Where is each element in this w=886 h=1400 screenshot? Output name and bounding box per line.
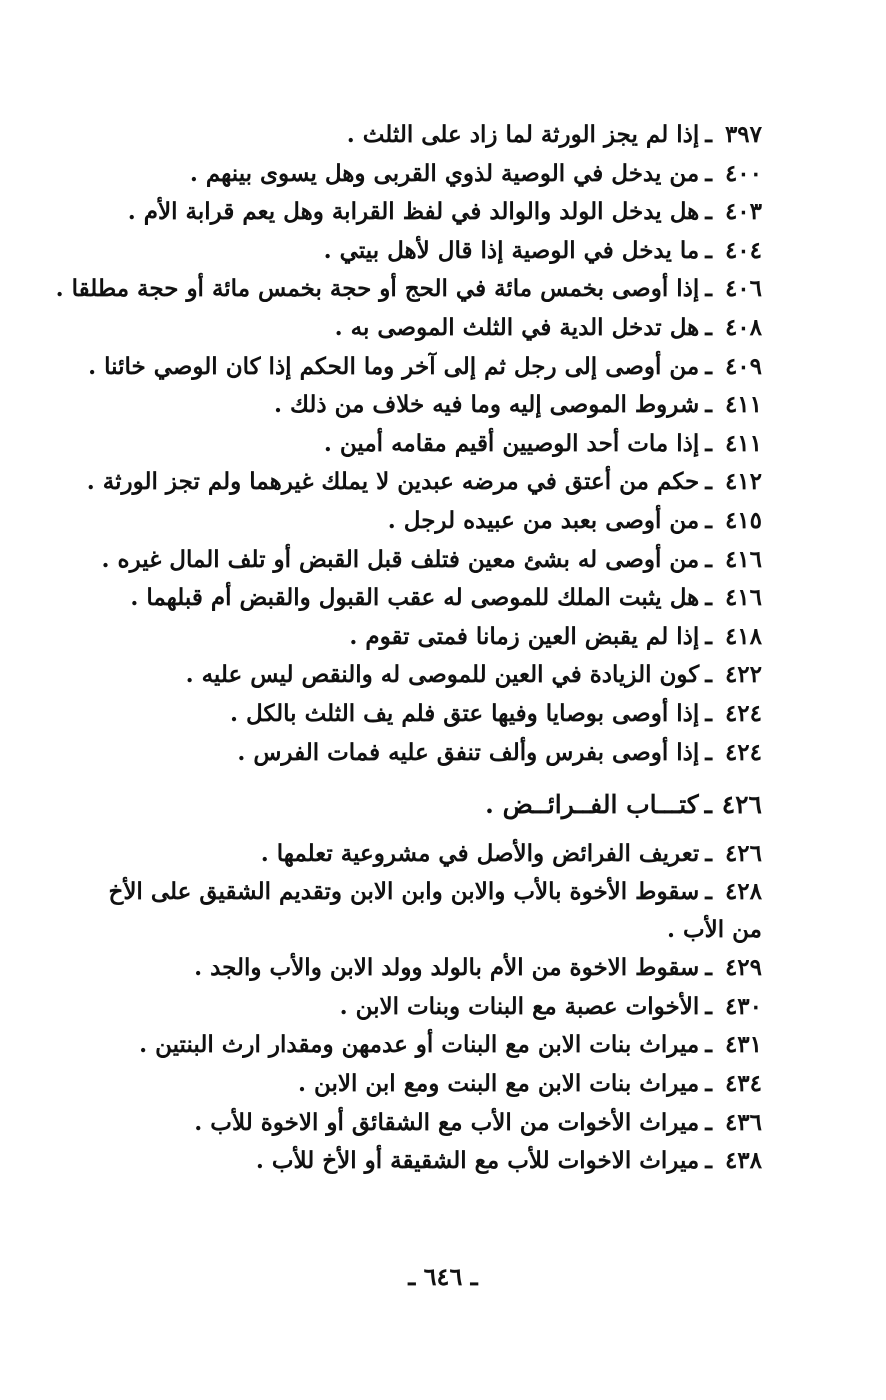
entry-title: شروط الموصى إليه وما فيه خلاف من ذلك . <box>273 391 700 419</box>
toc-entry <box>72 949 762 988</box>
entry-title: من أوصى بعبد من عبيده لرجل . <box>387 506 700 534</box>
toc-entry <box>72 579 762 618</box>
entry-title: حكم من أعتق في مرضه عبدين لا يملك غيرهما ولم تجز الورثة . <box>86 468 700 496</box>
toc-entry <box>72 232 762 271</box>
entry-title: هل يدخل الولد والوالد في لفظ القرابة وهل يعم قرابة الأم . <box>127 198 700 226</box>
toc-entry <box>72 463 762 502</box>
entry-dash: ـ <box>705 954 712 982</box>
entry-page-number: ٤٣٤ <box>724 1070 762 1098</box>
entry-title: سقوط الأخوة بالأب والابن وابن الابن وتقديم الشقيق على الأخ من الأب . <box>108 878 762 944</box>
entry-dash: ـ <box>705 352 712 380</box>
entry-page-number: ٤٠٠ <box>724 159 762 187</box>
toc-entry <box>72 988 762 1027</box>
entry-dash: ـ <box>705 878 712 906</box>
entry-title: سقوط الاخوة من الأم بالولد وولد الابن والأب والجد . <box>194 954 700 982</box>
entry-dash: ـ <box>705 236 712 264</box>
toc-entry <box>72 1026 762 1065</box>
entry-title: إذا مات أحد الوصيين أقيم مقامه أمين . <box>323 429 700 457</box>
entry-title: ميراث بنات الابن مع البنات أو عدمهن ومقدار ارث البنتين . <box>139 1031 700 1059</box>
entry-page-number: ٤٣٠ <box>724 992 762 1020</box>
entry-page-number: ٤١١ <box>724 429 762 457</box>
entry-page-number: ٤١٥ <box>724 506 762 534</box>
entry-dash: ـ <box>705 313 712 341</box>
entry-dash: ـ <box>705 1108 712 1136</box>
entry-page-number: ٣٩٧ <box>724 121 762 148</box>
toc-entry <box>72 873 762 949</box>
heading-dash: ـ <box>704 790 712 820</box>
page-number-footer: ـ ٦٤٦ ـ <box>408 1262 478 1291</box>
entry-dash: ـ <box>705 738 712 766</box>
entry-page-number: ٤١٦ <box>724 584 762 612</box>
entry-dash: ـ <box>705 198 712 226</box>
toc-entry <box>72 155 762 194</box>
entry-page-number: ٤٢٤ <box>724 738 762 766</box>
entry-title: من أوصى إلى رجل ثم إلى آخر وما الحكم إذا كان الوصي خائنا . <box>88 352 700 380</box>
entry-page-number: ٤٠٣ <box>724 198 762 226</box>
entry-title: من أوصى له بشئ معين فتلف قبل القبض أو تلف المال غيره . <box>101 545 700 573</box>
toc-entry <box>72 348 762 387</box>
toc-entry <box>72 386 762 425</box>
entry-page-number: ٤٢٦ <box>724 839 762 867</box>
entry-dash: ـ <box>705 584 712 612</box>
toc-entry <box>72 309 762 348</box>
entry-dash: ـ <box>705 661 712 689</box>
toc-entry <box>72 618 762 657</box>
book-heading <box>72 786 762 825</box>
toc-entry <box>72 695 762 734</box>
entry-dash: ـ <box>705 121 712 148</box>
entry-title: إذا أوصى بفرس وألف تنفق عليه فمات الفرس . <box>237 738 700 766</box>
entry-page-number: ٤٠٦ <box>724 275 762 303</box>
entry-title: إذا لم يقبض العين زمانا فمتى تقوم . <box>349 622 700 650</box>
toc-entry <box>72 1142 762 1181</box>
entry-dash: ـ <box>705 699 712 727</box>
entry-dash: ـ <box>705 545 712 573</box>
entry-title: الأخوات عصبة مع البنات وبنات الابن . <box>339 992 700 1020</box>
entry-page-number: ٤٠٨ <box>724 313 762 341</box>
entry-dash: ـ <box>705 1070 712 1098</box>
entry-dash: ـ <box>705 992 712 1020</box>
entry-page-number: ٤٢٤ <box>724 699 762 727</box>
toc-entry <box>72 541 762 580</box>
entry-title: إذا أوصى بوصايا وفيها عتق فلم يف الثلث بالكل . <box>230 699 700 727</box>
entry-page-number: ٤٢٢ <box>724 661 762 689</box>
entry-title: ميراث بنات الابن مع البنت ومع ابن الابن . <box>297 1070 700 1098</box>
entry-page-number: ٤١٦ <box>724 545 762 573</box>
toc-entry <box>72 656 762 695</box>
toc-entry <box>72 502 762 541</box>
entry-title: ميراث الأخوات من الأب مع الشقائق أو الاخوة للأب . <box>194 1108 700 1136</box>
table-of-contents <box>55 116 762 1181</box>
entry-dash: ـ <box>705 429 712 457</box>
entry-page-number: ٤١١ <box>724 391 762 419</box>
entry-dash: ـ <box>705 159 712 187</box>
entry-title: من يدخل في الوصية لذوي القربى وهل يسوى بينهم . <box>189 159 700 187</box>
entry-dash: ـ <box>705 1147 712 1175</box>
entry-title: تعريف الفرائض والأصل في مشروعية تعلمها . <box>260 839 700 867</box>
entry-page-number: ٤٣١ <box>724 1031 762 1059</box>
entry-dash: ـ <box>705 391 712 419</box>
toc-entry <box>72 835 762 874</box>
toc-entry <box>72 425 762 464</box>
entry-title: ميراث الاخوات للأب مع الشقيقة أو الأخ للأب . <box>255 1147 700 1175</box>
heading-title: كتـــاب الفــرائــض . <box>485 790 699 820</box>
toc-entry <box>72 193 762 232</box>
entry-title: هل تدخل الدية في الثلث الموصى به . <box>334 313 700 341</box>
entry-title: ما يدخل في الوصية إذا قال لأهل بيتي . <box>323 236 700 264</box>
entry-page-number: ٤١٨ <box>724 622 762 650</box>
entry-dash: ـ <box>705 1031 712 1059</box>
entry-dash: ـ <box>705 275 712 303</box>
entry-page-number: ٤١٢ <box>724 468 762 496</box>
entry-page-number: ٤٣٨ <box>724 1147 762 1175</box>
toc-entry <box>72 1065 762 1104</box>
entry-page-number: ٤٠٤ <box>724 236 762 264</box>
entry-page-number: ٤٢٩ <box>724 954 762 982</box>
entry-page-number: ٤٣٦ <box>724 1108 762 1136</box>
entry-title: كون الزيادة في العين للموصى له والنقص ليس عليه . <box>185 661 700 689</box>
entry-page-number: ٤٢٨ <box>724 878 762 906</box>
entry-title: هل يثبت الملك للموصى له عقب القبول والقبض أم قبلهما . <box>130 584 700 612</box>
toc-entry <box>55 270 762 309</box>
toc-entry <box>72 116 762 155</box>
entry-dash: ـ <box>705 622 712 650</box>
entry-title: إذا أوصى بخمس مائة في الحج أو حجة بخمس مائة أو حجة مطلقا . <box>55 275 700 303</box>
entry-dash: ـ <box>705 468 712 496</box>
toc-entry <box>72 1104 762 1143</box>
entry-page-number: ٤٠٩ <box>724 352 762 380</box>
toc-entry <box>72 734 762 773</box>
heading-page-number: ٤٢٦ <box>721 790 762 820</box>
entry-dash: ـ <box>705 506 712 534</box>
entry-title: إذا لم يجز الورثة لما زاد على الثلث . <box>346 121 700 148</box>
entry-dash: ـ <box>705 839 712 867</box>
